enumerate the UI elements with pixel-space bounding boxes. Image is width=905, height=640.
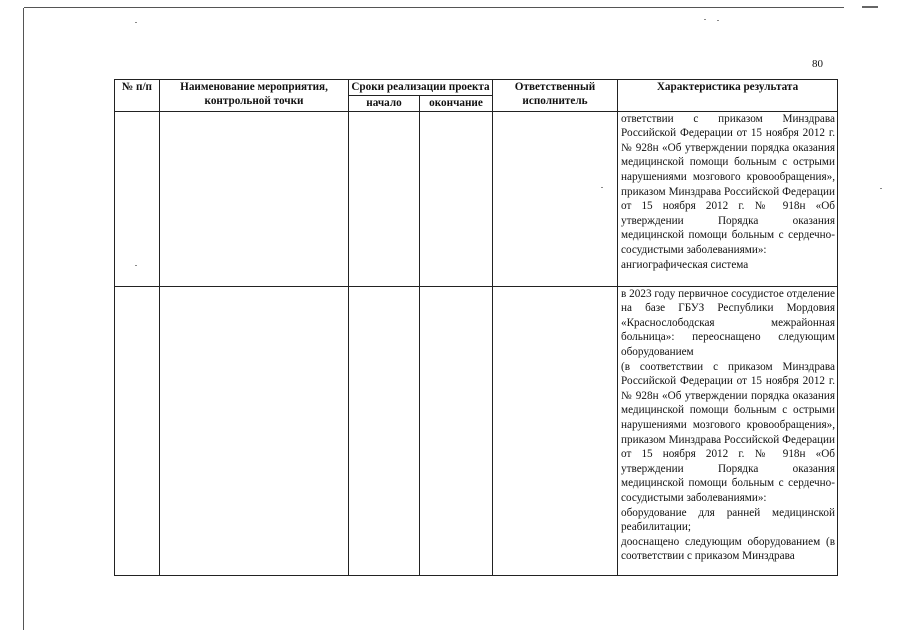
cell-end xyxy=(420,111,493,286)
result-paragraph: ответствии с приказом Минздрава Российской Федерации от 15 ноября 2012 г. № 928н «Об утверждении порядка оказания медицинской помощи больным с острыми нарушениями мозгового кровообращения», приказом Минздрава Российской Федерации от 15 ноября 2012 г. № 918н «Об утверждении Порядка оказания медицинской помощи больным с сердечно-сосудистыми заболеваниями»: xyxy=(621,112,835,256)
table-row xyxy=(115,111,838,286)
result-paragraph: в 2023 году первичное сосудистое отделение на базе ГБУЗ Республики Мордовия «Краснослободская межрайонная больница»: переоснащено следующим оборудованием xyxy=(621,287,835,358)
cell-result xyxy=(618,286,838,575)
cell-number xyxy=(115,286,160,575)
header-responsible: Ответственный исполнитель xyxy=(493,80,618,112)
table-row xyxy=(115,286,838,575)
scan-speck xyxy=(704,19,706,20)
cell-event-name xyxy=(160,286,349,575)
page-number: 80 xyxy=(812,58,823,70)
result-paragraph: (в соответствии с приказом Минздрава Российской Федерации от 15 ноября 2012 г. № 928н «Об утверждении порядка оказания медицинской помощи больным с острыми нарушениями мозгового кровообращения», приказом Минздрава Российской Федерации от 15 ноября 2012 г. № 918н «Об утверждении Порядка оказания медицинской помощи больным с сердечно-сосудистыми заболеваниями»: xyxy=(621,360,835,504)
cell-responsible xyxy=(493,111,618,286)
cell-end xyxy=(420,286,493,575)
header-event-name: Наименование мероприятия, контрольной точки xyxy=(160,80,349,112)
scan-speck xyxy=(717,20,719,21)
scan-speck xyxy=(135,22,137,23)
scan-speck xyxy=(880,188,882,189)
page-edge-left xyxy=(23,8,24,630)
header-start: начало xyxy=(349,95,420,111)
result-paragraph: дооснащено следующим оборудованием (в соответствии с приказом Минздрава xyxy=(621,535,835,563)
page-edge-top xyxy=(24,7,844,8)
header-number: № п/п xyxy=(115,80,160,112)
cell-start xyxy=(349,286,420,575)
header-result: Характеристика результата xyxy=(618,80,838,112)
result-paragraph: ангиографическая система xyxy=(621,258,749,271)
header-deadlines: Сроки реализации проекта xyxy=(349,80,493,96)
result-paragraph: оборудование для ранней медицинской реабилитации; xyxy=(621,506,835,534)
cell-number xyxy=(115,111,160,286)
cell-start xyxy=(349,111,420,286)
cell-event-name xyxy=(160,111,349,286)
cell-responsible xyxy=(493,286,618,575)
header-end: окончание xyxy=(420,95,493,111)
cell-result xyxy=(618,111,838,286)
events-table xyxy=(114,79,838,576)
scan-mark xyxy=(862,6,878,8)
